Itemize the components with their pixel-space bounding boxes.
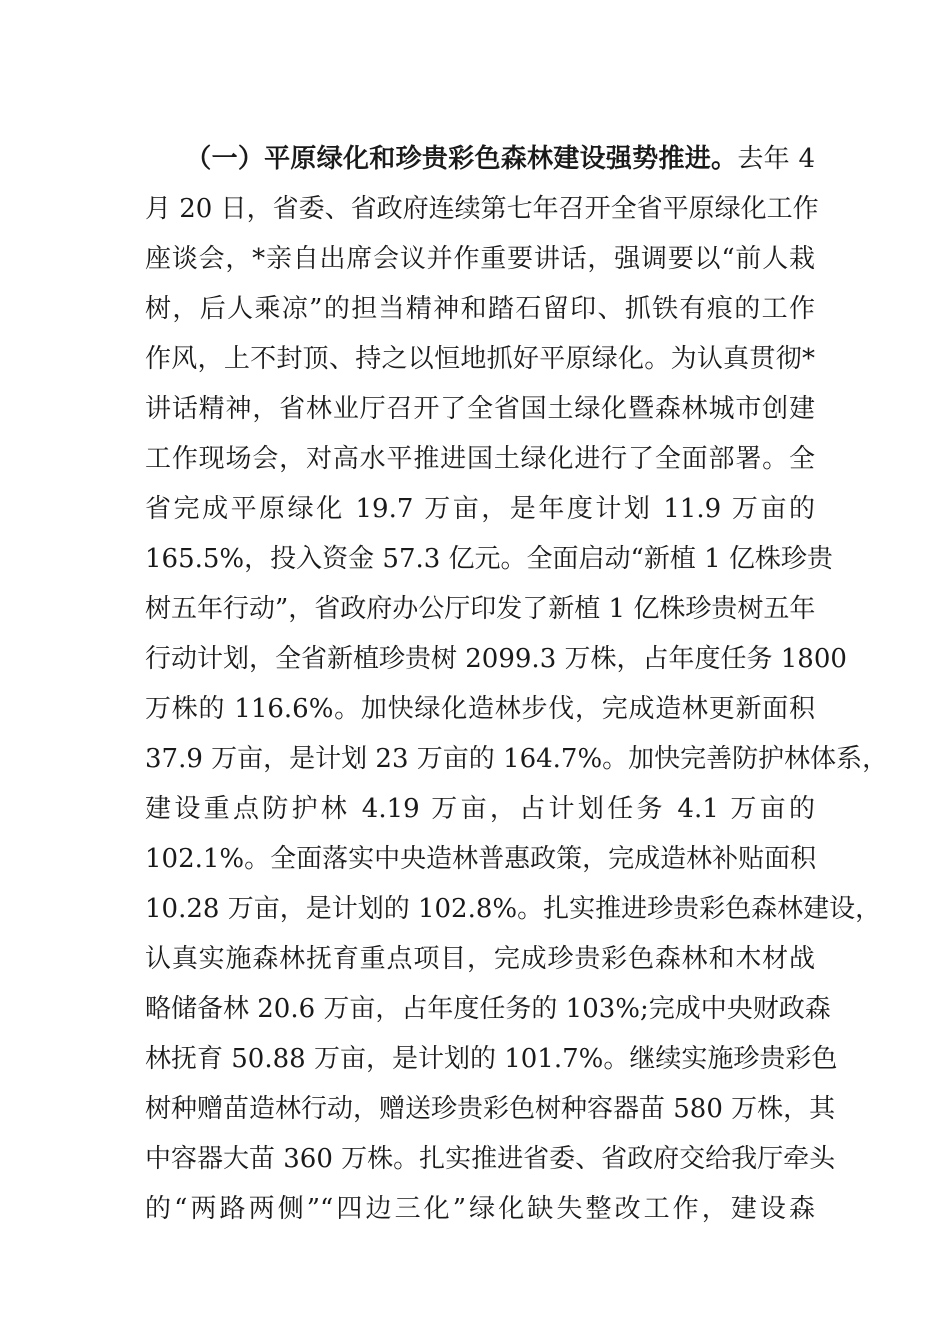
text-line-11: 行动计划，全省新植珍贵树 2099.3 万株，占年度任务 1800 [145,644,847,674]
text-line-12: 万株的 116.6%。加快绿化造林步伐，完成造林更新面积 [145,694,815,724]
text-line-9: 165.5%，投入资金 57.3 亿元。全面启动“新植 1 亿株珍贵 [145,544,833,574]
line-text: 去年 4 [737,144,815,174]
text-line-10: 树五年行动”，省政府办公厅印发了新植 1 亿株珍贵树五年 [145,594,816,624]
text-line-4: 树，后人乘凉”的担当精神和踏石留印、抓铁有痕的工作 [145,294,815,324]
body-paragraph [145,134,889,1234]
text-line-21: 中容器大苗 360 万株。扎实推进省委、省政府交给我厅牵头 [145,1144,836,1174]
text-line-8: 省完成平原绿化 19.7 万亩，是年度计划 11.9 万亩的 [145,494,815,524]
text-line-22: 的“两路两侧”“四边三化”绿化缺失整改工作，建设森 [145,1194,815,1224]
text-line-3: 座谈会，*亲自出席会议并作重要讲话，强调要以“前人栽 [145,244,815,274]
text-line-1 [145,134,815,184]
text-line-18: 略储备林 20.6 万亩，占年度任务的 103%;完成中央财政森 [145,994,831,1024]
text-line-16: 10.28 万亩，是计划的 102.8%。扎实推进珍贵彩色森林建设， [145,894,882,924]
text-line-7: 工作现场会，对高水平推进国土绿化进行了全面部署。全 [145,444,815,474]
text-line-5: 作风，上不封顶、持之以恒地抓好平原绿化。为认真贯彻* [145,344,815,374]
text-line-6: 讲话精神，省林业厅召开了全省国土绿化暨森林城市创建 [145,394,815,424]
text-line-15: 102.1%。全面落实中央造林普惠政策，完成造林补贴面积 [145,844,817,874]
text-line-13: 37.9 万亩，是计划 23 万亩的 164.7%。加快完善防护林体系， [145,744,889,774]
text-line-19: 林抚育 50.88 万亩，是计划的 101.7%。继续实施珍贵彩色 [145,1044,838,1074]
text-line-17: 认真实施森林抚育重点项目，完成珍贵彩色森林和木材战 [145,944,815,974]
section-heading: （一）平原绿化和珍贵彩色森林建设强势推进。 [185,144,738,174]
text-line-2: 月 20 日，省委、省政府连续第七年召开全省平原绿化工作 [145,194,819,224]
text-line-14: 建设重点防护林 4.19 万亩，占计划任务 4.1 万亩的 [145,794,815,824]
text-line-20: 树种赠苗造林行动，赠送珍贵彩色树种容器苗 580 万株，其 [145,1094,836,1124]
